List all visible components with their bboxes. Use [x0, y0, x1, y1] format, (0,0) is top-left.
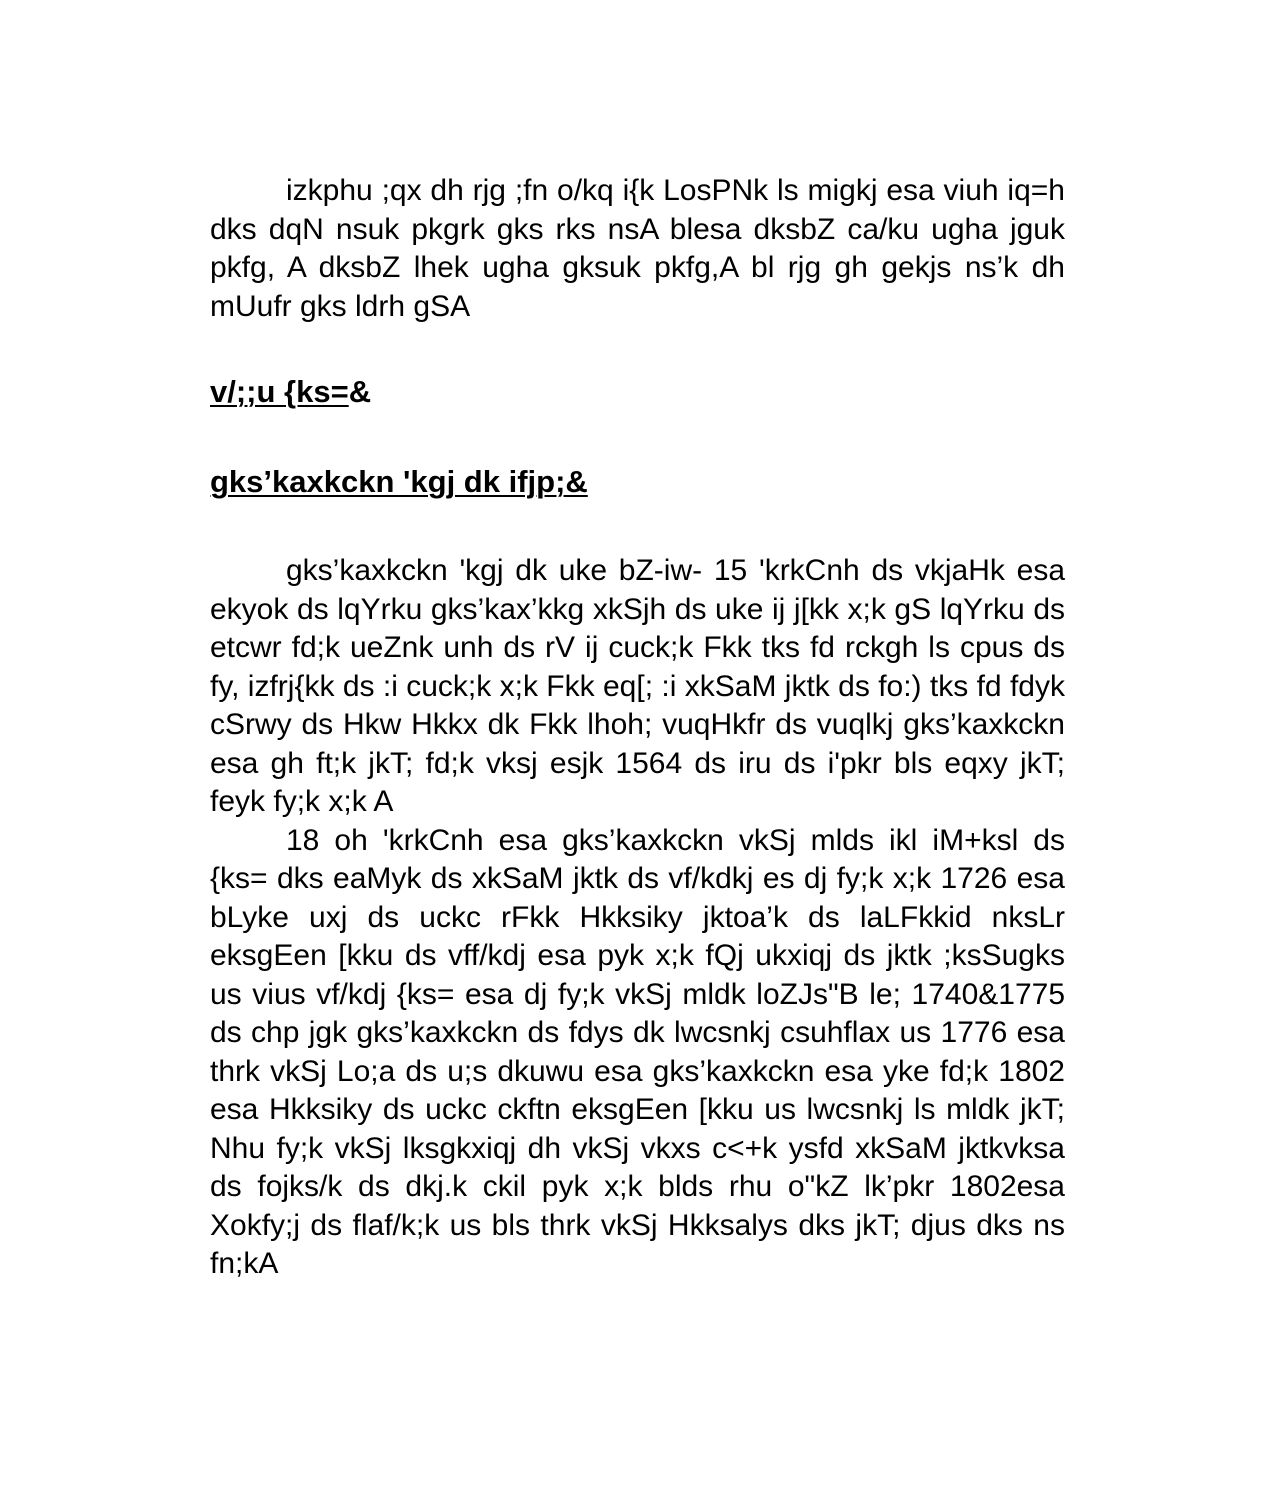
chapter-heading-text: v/;;u {ks= — [210, 374, 349, 409]
intro-paragraph: izkphu ;qx dh rjg ;fn o/kq i{k LosPNk ls migkj esa viuh iq=h dks dqN nsuk pkgrk gks rks nsA blesa dksbZ ca/ku ugha jguk pkfg, A dksbZ lhek ugha gksuk pkfg,A bl rjg gh gekjs ns’k dh mUufr gks ldrh gSA — [210, 174, 1065, 323]
body-paragraph: 18 oh 'krkCnh esa gks’kaxkckn vkSj mlds ikl iM+ksl ds {ks= dks eaMyk ds xkSaM jktk ds vf/kdkj es dj fy;k x;k 1726 esa bLyke uxj ds uckc rFkk Hkksiky jktoa’k ds laLFkkid nksLr eksgEen [kku ds vff/kdj esa pyk x;k fQj ukxiqj ds jktk ;ksSugks us vius vf/kdj {ks= esa dj fy;k vkSj mldk loZJs"B le; 1740&1775 ds chp jgk gks’kaxkckn ds fdys dk lwcsnkj csuhflax us 1776 esa thrk vkSj Lo;a ds u;s dkuwu esa gks’kaxkckn esa yke fd;k 1802 esa Hkksiky ds uckc ckftn eksgEen [kku us lwcsnkj ls mldk jkT; Nhu fy;k vkSj lksgkxiqj dh vkSj vkxs c<+k ysfd xkSaM jktkvksa ds fojks/k ds dkj.k ckil pyk x;k blds rhu o"kZ lk’pkr 1802esa Xokfy;j ds flaf/k;k us bls thrk vkSj Hkksalys dks jkT; djus dks ns fn;kA — [210, 823, 1065, 1280]
document-body — [210, 172, 1065, 1284]
chapter-heading — [210, 373, 1065, 411]
history-heading — [210, 463, 1065, 501]
chapter-heading-suffix: & — [348, 374, 372, 409]
history-heading-text: gks’kaxkckn 'kgj dk ifjp;& — [210, 464, 588, 499]
body-paragraph: gks’kaxkckn 'kgj dk uke bZ-iw- 15 'krkCnh ds vkjaHk esa ekyok ds lqYrku gks’kax’kkg xkSjh ds uke ij j[kk x;k gS lqYrku ds etcwr fd;k ueZnk unh ds rV ij cuck;k Fkk tks fd rckgh ls cpus ds fy, izfrj{kk ds :i cuck;k x;k Fkk eq[; :i xkSaM jktk ds fo:) tks fd fdyk cSrwy ds Hkw Hkkx dk Fkk lhoh; vuqHkfr ds vuqlkj gks’kaxkckn esa gh ft;k jkT; fd;k vksj esjk 1564 ds iru ds i'pkr bls eqxy jkT; feyk fy;k x;k A — [210, 554, 1065, 818]
